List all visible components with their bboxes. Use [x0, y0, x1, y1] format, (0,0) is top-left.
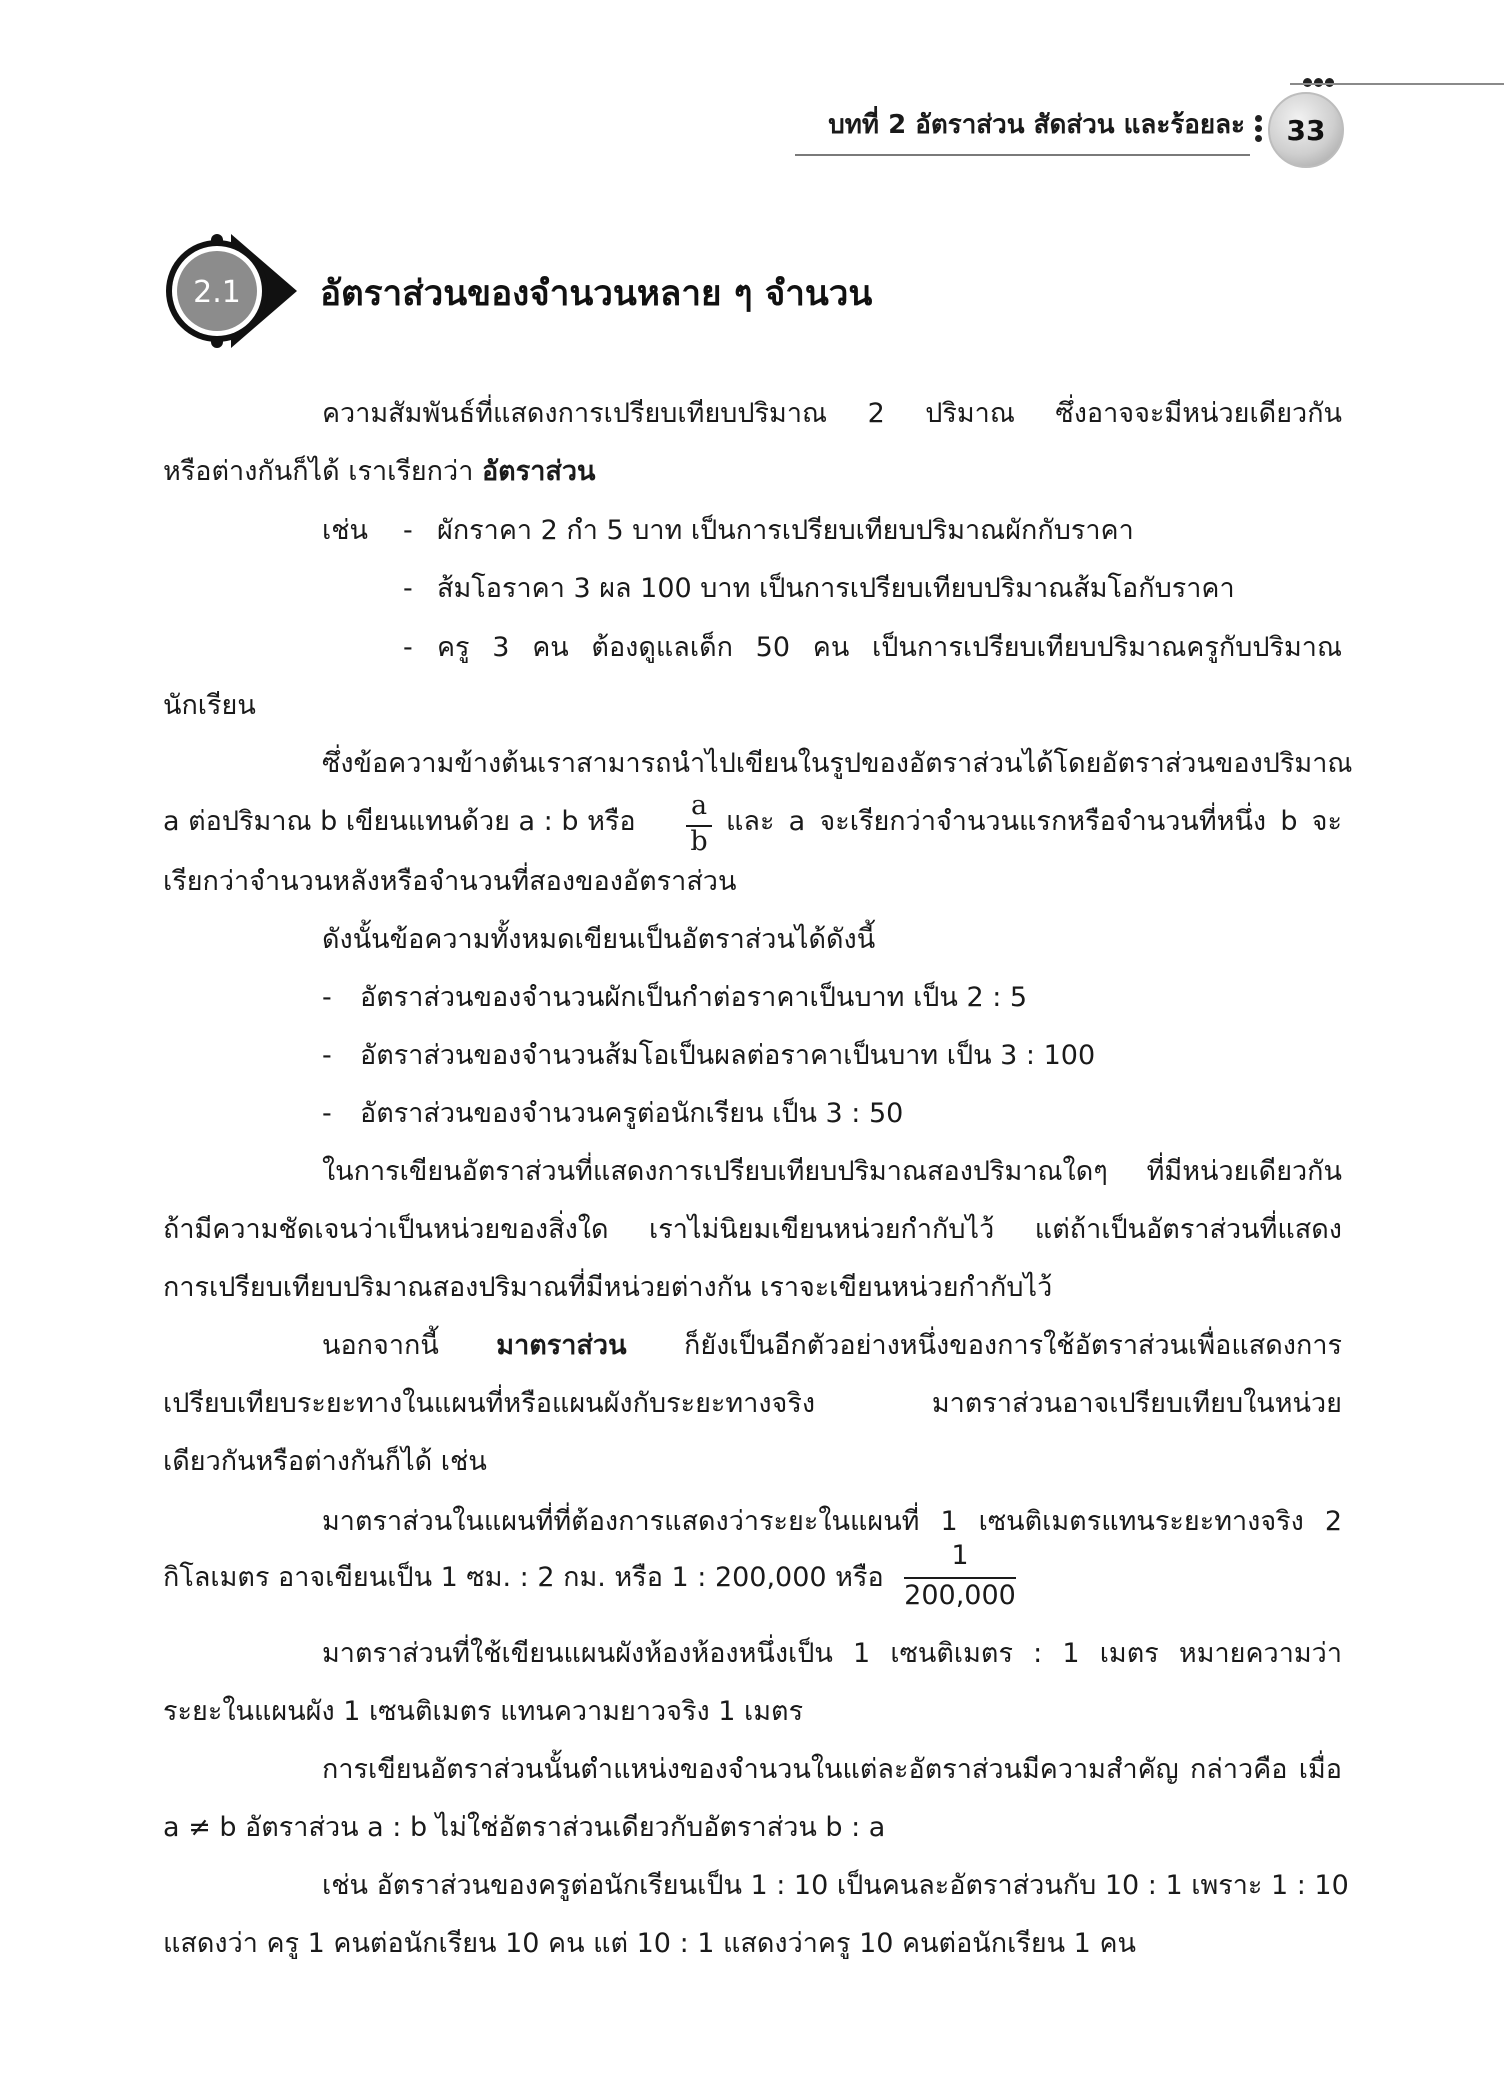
p4-line3: การเปรียบเทียบปริมาณสองปริมาณที่มีหน่วยต่างกัน เราจะเขียนหน่วยกำกับไว้	[163, 1272, 1053, 1303]
p5-line1-b: ก็ยังเป็นอีกตัวอย่างหนึ่งของการใช้อัตราส่วนเพื่อแสดงการ	[683, 1330, 1342, 1361]
example-label: เช่น	[322, 515, 369, 546]
page-number-badge: 33	[1268, 92, 1344, 168]
example-dash-3: -	[403, 632, 413, 663]
p2-line3: เรียกว่าจำนวนหลังหรือจำนวนที่สองของอัตราส่วน	[163, 866, 737, 897]
p3-item-3: อัตราส่วนของจำนวนครูต่อนักเรียน เป็น 3 : 50	[360, 1098, 904, 1129]
p8-line2: a ≠ b อัตราส่วน a : b ไม่ใช่อัตราส่วนเดียวกับอัตราส่วน b : a	[163, 1812, 886, 1843]
p9-line2: แสดงว่า ครู 1 คนต่อนักเรียน 10 คน แต่ 10 : 1 แสดงว่าครู 10 คนต่อนักเรียน 1 คน	[163, 1928, 1136, 1959]
p5-line3: เดียวกันหรือต่างกันก็ได้ เช่น	[163, 1446, 487, 1477]
header-rule	[795, 154, 1250, 156]
p7-line2: ระยะในแผนผัง 1 เซนติเมตร แทนความยาวจริง 1 เมตร	[163, 1696, 804, 1727]
term-ratio: อัตราส่วน	[481, 456, 596, 487]
p9-line1: เช่น อัตราส่วนของครูต่อนักเรียนเป็น 1 : 10 เป็นคนละอัตราส่วนกับ 10 : 1 เพราะ 1 : 10	[322, 1870, 1349, 1901]
p2-line2-b: และ a จะเรียกว่าจำนวนแรกหรือจำนวนที่หนึ่ง b จะ	[726, 806, 1342, 837]
p3-dash-1: -	[322, 982, 332, 1013]
p4-line1: ในการเขียนอัตราส่วนที่แสดงการเปรียบเทียบปริมาณสองปริมาณใดๆ ที่มีหน่วยเดียวกัน	[322, 1156, 1342, 1187]
fraction-numerator: a	[690, 790, 708, 821]
p8-line1: การเขียนอัตราส่วนนั้นตำแหน่งของจำนวนในแต่ละอัตราส่วนมีความสำคัญ กล่าวคือ เมื่อ	[322, 1754, 1342, 1785]
p5-line1	[322, 1330, 1342, 1362]
p3-intro: ดังนั้นข้อความทั้งหมดเขียนเป็นอัตราส่วนได้ดังนี้	[322, 924, 876, 955]
example-item-3-cont: นักเรียน	[163, 690, 256, 721]
p4-line2: ถ้ามีความชัดเจนว่าเป็นหน่วยของสิ่งใด เราไม่นิยมเขียนหน่วยกำกับไว้ แต่ถ้าเป็นอัตราส่วนที่แสดง	[163, 1214, 1342, 1245]
p1-line2	[163, 456, 595, 488]
section-number: 2.1	[193, 275, 241, 310]
p3-dash-2: -	[322, 1040, 332, 1071]
fraction-bar	[904, 1577, 1016, 1579]
header-bullet-icon	[1252, 112, 1264, 146]
p2-line2-a: a ต่อปริมาณ b เขียนแทนด้วย a : b หรือ	[163, 806, 636, 837]
p5-line2: เปรียบเทียบระยะทางในแผนที่หรือแผนผังกับระยะทางจริง มาตราส่วนอาจเปรียบเทียบในหน่วย	[163, 1388, 1342, 1419]
p1-line1: ความสัมพันธ์ที่แสดงการเปรียบเทียบปริมาณ 2 ปริมาณ ซึ่งอาจจะมีหน่วยเดียวกัน	[322, 398, 1342, 429]
p2-line1: ซึ่งข้อความข้างต้นเราสามารถนำไปเขียนในรูปของอัตราส่วนได้โดยอัตราส่วนของปริมาณ	[322, 748, 1353, 779]
term-scale: มาตราส่วน	[496, 1330, 627, 1361]
p3-item-1: อัตราส่วนของจำนวนผักเป็นกำต่อราคาเป็นบาท เป็น 2 : 5	[360, 982, 1028, 1013]
p7-line1: มาตราส่วนที่ใช้เขียนแผนผังห้องห้องหนึ่งเป็น 1 เซนติเมตร : 1 เมตร หมายความว่า	[322, 1638, 1342, 1669]
header-rule-right	[1290, 83, 1504, 85]
p3-item-2: อัตราส่วนของจำนวนส้มโอเป็นผลต่อราคาเป็นบาท เป็น 3 : 100	[360, 1040, 1096, 1071]
fraction-1-over-200000	[900, 1540, 1020, 1616]
p3-dash-3: -	[322, 1098, 332, 1129]
p6-line2: กิโลเมตร อาจเขียนเป็น 1 ซม. : 2 กม. หรือ 1 : 200,000 หรือ	[163, 1562, 884, 1593]
p1-line2-prefix: หรือต่างกันก็ได้ เราเรียกว่า	[163, 456, 474, 487]
example-item-2: ส้มโอราคา 3 ผล 100 บาท เป็นการเปรียบเทียบปริมาณส้มโอกับราคา	[437, 573, 1235, 604]
section-title: อัตราส่วนของจำนวนหลาย ๆ จำนวน	[320, 274, 873, 314]
fraction-a-over-b	[684, 790, 714, 860]
fraction-denominator: b	[690, 826, 708, 857]
example-item-1: ผักราคา 2 กำ 5 บาท เป็นการเปรียบเทียบปริมาณผักกับราคา	[437, 515, 1134, 546]
example-item-3: ครู 3 คน ต้องดูแลเด็ก 50 คน เป็นการเปรียบเทียบปริมาณครูกับปริมาณ	[437, 632, 1342, 663]
fraction-denominator: 200,000	[904, 1580, 1016, 1611]
running-header-title: บทที่ 2 อัตราส่วน สัดส่วน และร้อยละ	[828, 110, 1245, 140]
section-number-icon	[165, 232, 297, 350]
p5-line1-a: นอกจากนี้	[322, 1330, 439, 1361]
example-dash-2: -	[403, 573, 413, 604]
p6-line1: มาตราส่วนในแผนที่ที่ต้องการแสดงว่าระยะในแผนที่ 1 เซนติเมตรแทนระยะทางจริง 2	[322, 1506, 1342, 1537]
fraction-numerator: 1	[951, 1540, 969, 1571]
example-dash-1: -	[403, 515, 413, 546]
